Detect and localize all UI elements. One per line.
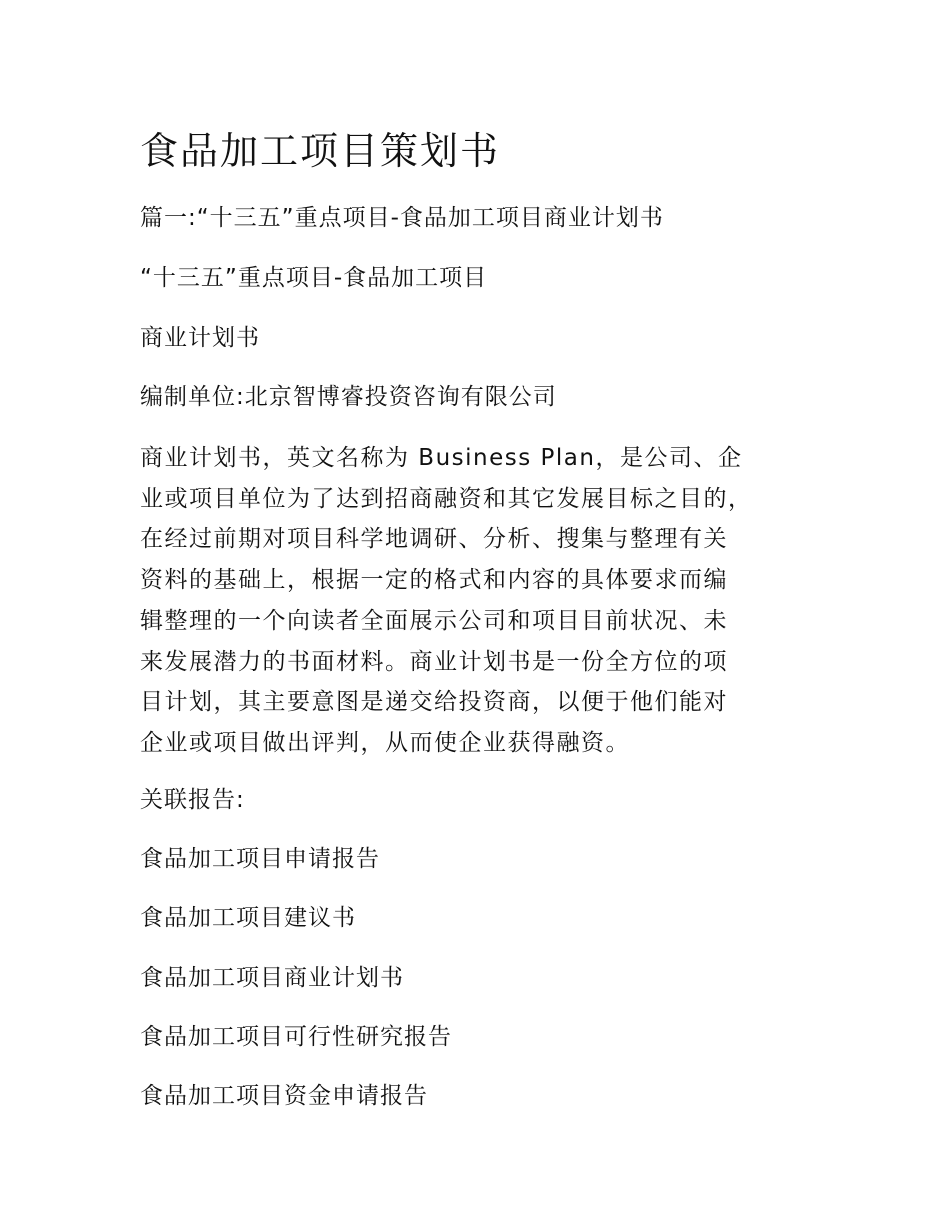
intro-paragraph (140, 438, 820, 764)
related-report-item: 食品加工项目商业计划书 (140, 965, 404, 991)
intro-line: 企业或项目做出评判，从而使企业获得融资。 (140, 729, 630, 756)
subtitle: 篇一:“十三五”重点项目-食品加工项目商业计划书 (140, 205, 664, 231)
intro-line: 资料的基础上，根据一定的格式和内容的具体要求而编 (140, 567, 728, 594)
compiler-line: 编制单位:北京智博睿投资咨询有限公司 (140, 384, 557, 410)
project-line: “十三五”重点项目-食品加工项目 (140, 265, 488, 291)
intro-line: 辑整理的一个向读者全面展示公司和项目目前状况、未 (140, 607, 728, 634)
related-report-item: 食品加工项目申请报告 (140, 846, 380, 872)
related-heading: 关联报告: (140, 787, 245, 813)
intro-line: 在经过前期对项目科学地调研、分析、搜集与整理有关 (140, 526, 728, 553)
document-title: 食品加工项目策划书 (140, 129, 501, 173)
intro-line: 业或项目单位为了达到招商融资和其它发展目标之目的， (140, 485, 753, 512)
related-report-item: 食品加工项目可行性研究报告 (140, 1024, 452, 1050)
related-report-item: 食品加工项目资金申请报告 (140, 1083, 428, 1109)
doc-type: 商业计划书 (140, 325, 260, 351)
intro-line: 目计划，其主要意图是递交给投资商，以便于他们能对 (140, 689, 728, 716)
intro-line: 来发展潜力的书面材料。商业计划书是一份全方位的项 (140, 648, 728, 675)
related-report-item: 食品加工项目建议书 (140, 905, 356, 931)
intro-line: 商业计划书，英文名称为 Business Plan，是公司、企 (140, 445, 743, 471)
